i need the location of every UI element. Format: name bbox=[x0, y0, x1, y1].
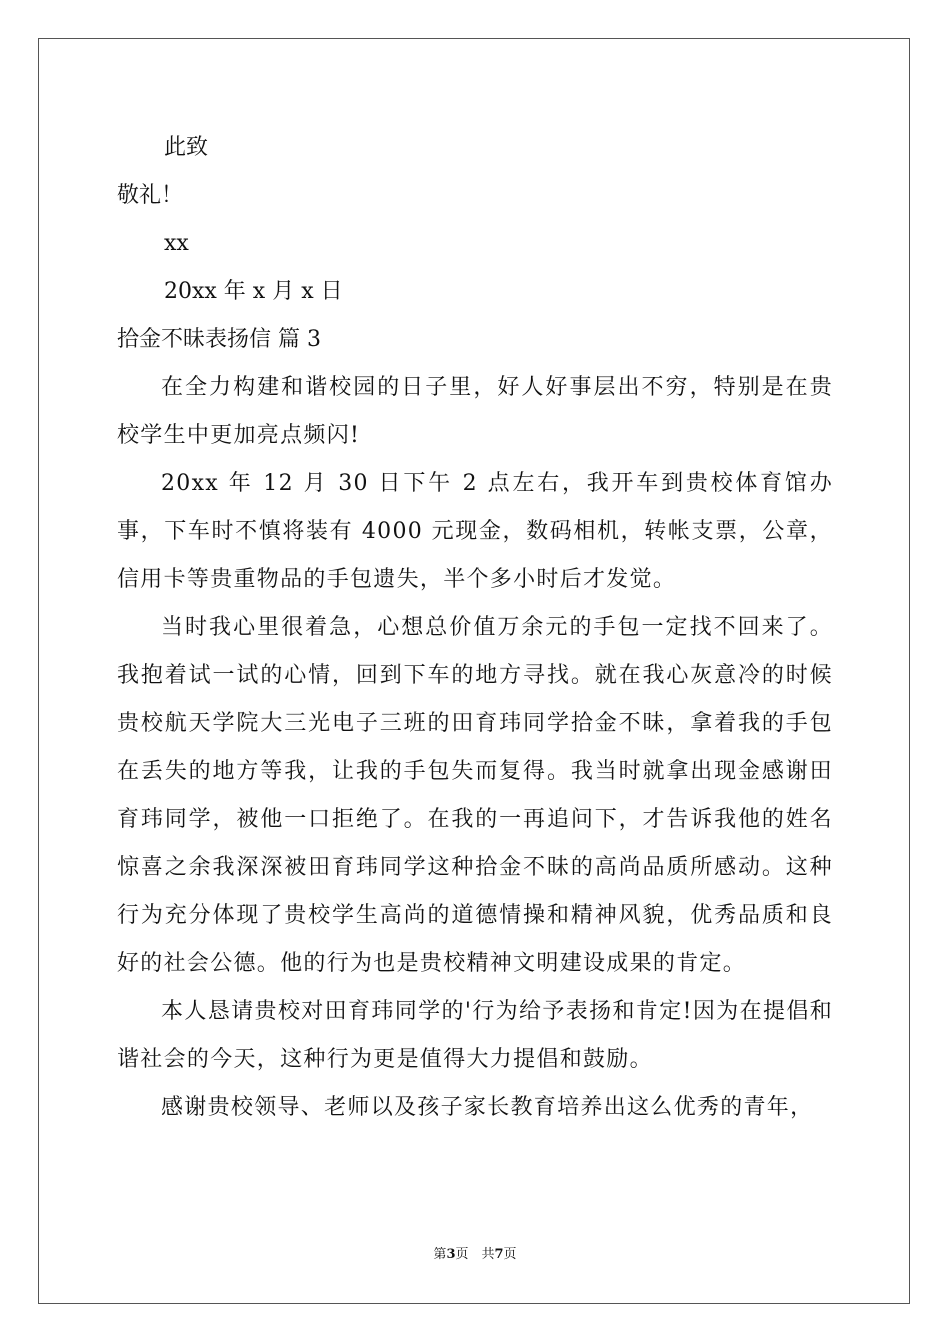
respect-line: 敬礼！ bbox=[117, 183, 184, 208]
footer-page-suffix: 页 bbox=[503, 1247, 517, 1262]
paragraph-3: 当时我心里很着急，心想总价值万余元的手包一定找不回来了。我抱着试一试的心情，回到下车的地方寻找。就在我心灰意冷的时候贵校航天学院大三光电子三班的田育玮同学拾金不昧，拿着我的手包在丢失的地方等我，让我的手包失而复得。我当时就拿出现金感谢田育玮同学，被他一口拒绝了。在我的一再追问下，才告诉我他的姓名惊喜之余我深深被田育玮同学这种拾金不昧的高尚品质所感动。这种行为充分体现了贵校学生高尚的道德情操和精神风貌，优秀品质和良好的社会公德。他的行为也是贵校精神文明建设成果的肯定。 bbox=[117, 615, 833, 976]
paragraph-2: 20xx 年 12 月 30 日下午 2 点左右，我开车到贵校体育馆办事，下车时不慎将装有 4000 元现金，数码相机，转帐支票，公章，信用卡等贵重物品的手包遗失，半个多小时后才发觉。 bbox=[117, 471, 833, 592]
section-title: 拾金不昧表扬信 篇 3 bbox=[117, 327, 321, 352]
footer-page-mid: 页 共 bbox=[455, 1247, 495, 1262]
page-footer bbox=[0, 1243, 950, 1262]
paragraph-4: 本人恳请贵校对田育玮同学的'行为给予表扬和肯定!因为在提倡和谐社会的今天，这种行为更是值得大力提倡和鼓励。 bbox=[117, 999, 833, 1072]
document-body bbox=[117, 124, 833, 1132]
footer-page-total: 7 bbox=[494, 1247, 504, 1262]
signature: xx bbox=[164, 231, 189, 256]
paragraph-5: 感谢贵校领导、老师以及孩子家长教育培养出这么优秀的青年， bbox=[161, 1095, 814, 1120]
closing-salutation: 此致 bbox=[164, 135, 209, 160]
paragraph-1: 在全力构建和谐校园的日子里，好人好事层出不穷，特别是在贵校学生中更加亮点频闪! bbox=[117, 375, 833, 448]
footer-page-current: 3 bbox=[446, 1247, 456, 1262]
letter-date: 20xx 年 x 月 x 日 bbox=[164, 279, 343, 304]
footer-page-prefix: 第 bbox=[433, 1247, 447, 1262]
